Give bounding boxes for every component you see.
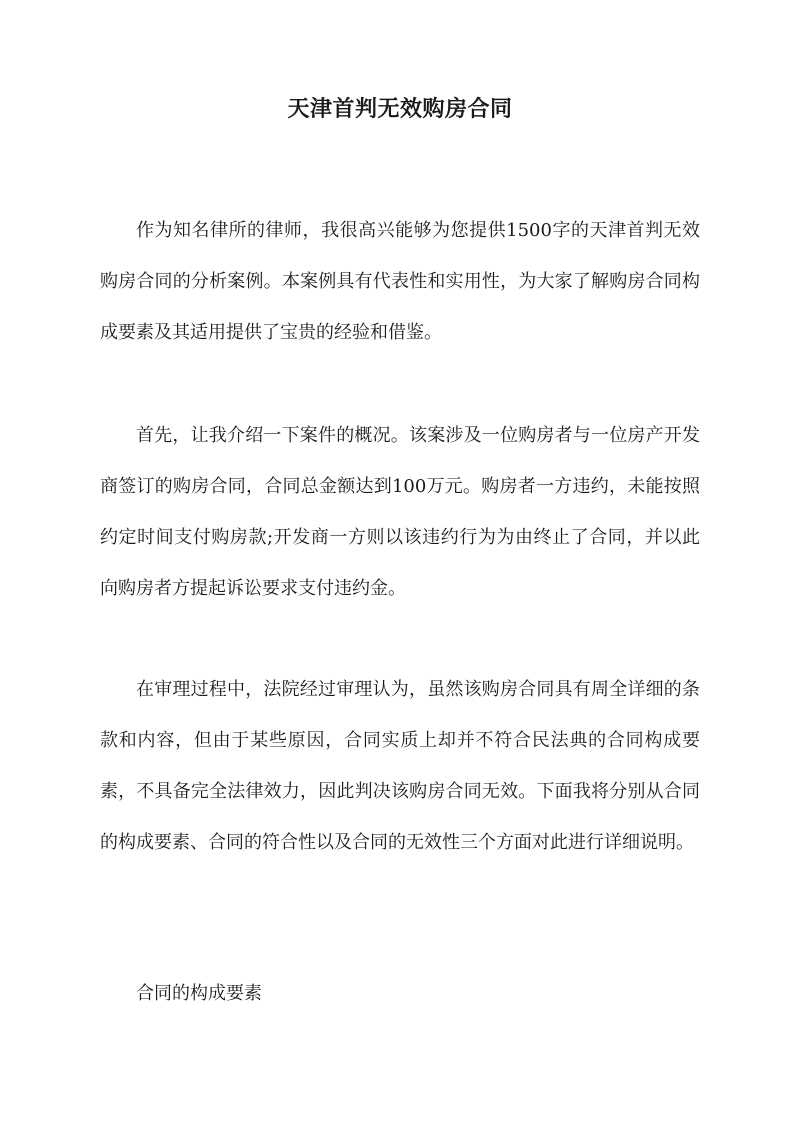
- paragraph-case-overview: 首先，让我介绍一下案件的概况。该案涉及一位购房者与一位房产开发商签订的购房合同，合同总金额达到100万元。购房者一方违约，未能按照约定时间支付购房款;开发商一方则以该违约行为为由终止了合同，并以此向购房者方提起诉讼要求支付违约金。: [100, 425, 700, 599]
- document-title: 天津首判无效购房合同: [287, 96, 513, 122]
- paragraph-intro: 作为知名律所的律师，我很高兴能够为您提供1500字的天津首判无效购房合同的分析案例。本案例具有代表性和实用性，为大家了解购房合同构成要素及其适用提供了宝贵的经验和借鉴。: [100, 220, 700, 343]
- paragraph-court-ruling: 在审理过程中，法院经过审理认为，虽然该购房合同具有周全详细的条款和内容，但由于某些原因，合同实质上却并不符合民法典的合同构成要素，不具备完全法律效力，因此判决该购房合同无效。下面我将分别从合同的构成要素、合同的符合性以及合同的无效性三个方面对此进行详细说明。: [100, 679, 700, 853]
- section-heading-contract-elements: 合同的构成要素: [136, 983, 262, 1004]
